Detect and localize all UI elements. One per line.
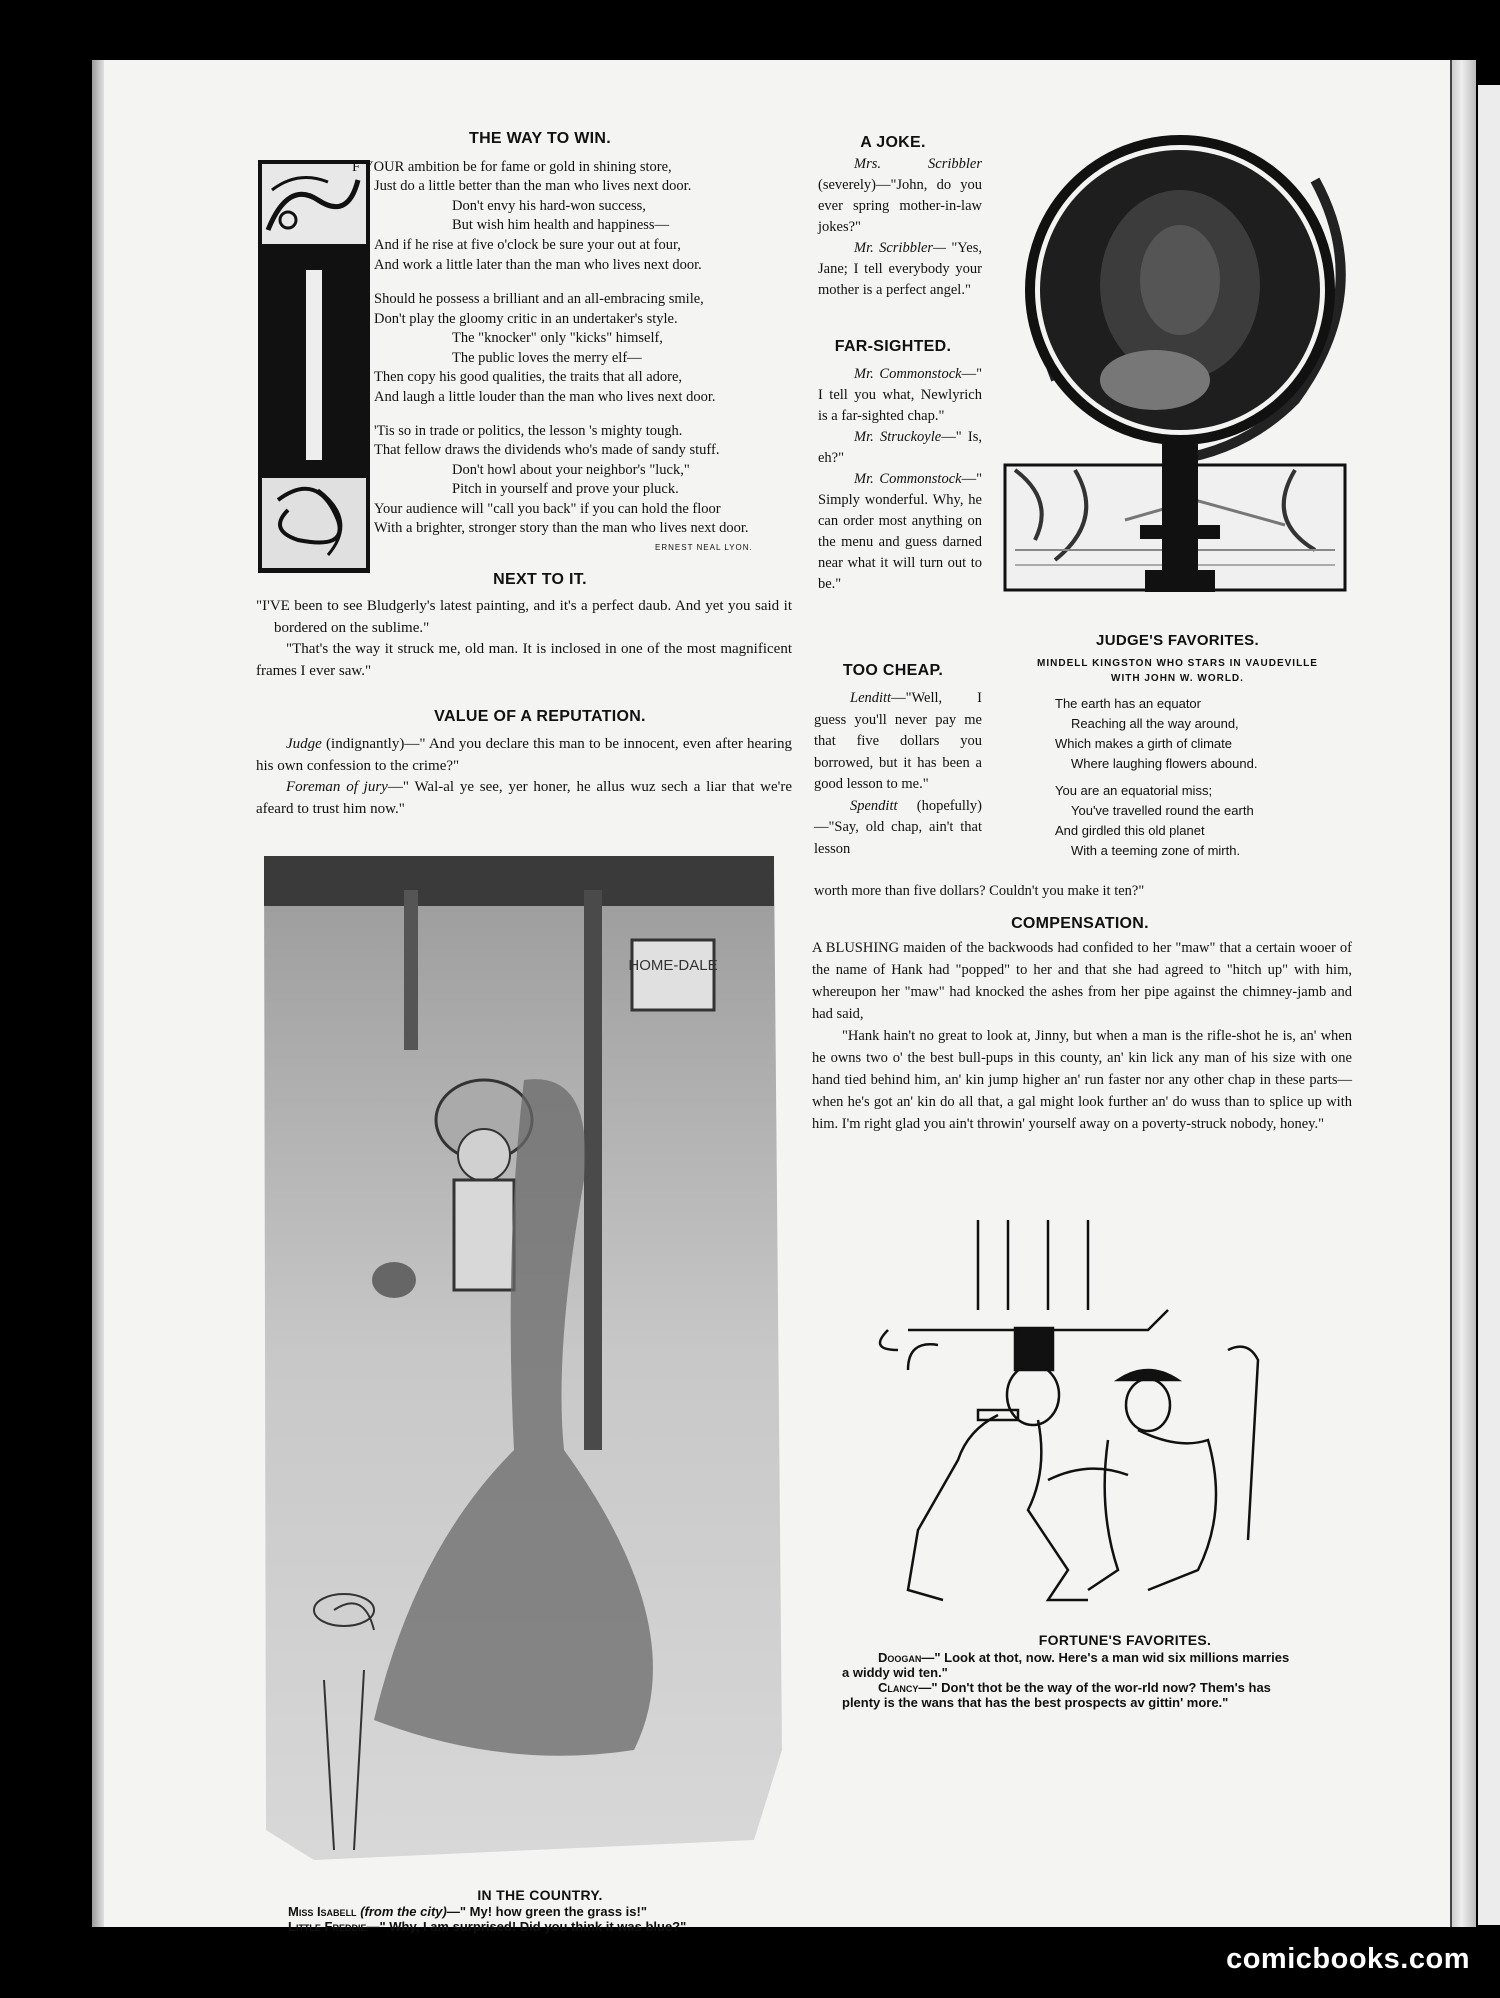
caption-in-the-country [288, 1904, 808, 1934]
speaker: Mr. Struckoyle [854, 429, 942, 445]
portrait-subtitle: MINDELL KINGSTON WHO STARS IN VAUDEVILLE [1037, 658, 1318, 669]
dialogue: —" Don't thot be the way of the wor-rld now? Them's has plenty is the wans that has the best prospects av gittin' more." [842, 1680, 1271, 1710]
speaker: Judge [286, 736, 322, 752]
in-the-country-illustration [254, 850, 790, 1880]
too-cheap-continuation: worth more than five dollars? Couldn't you make it ten?" [814, 883, 1145, 899]
speaker: Foreman of jury [286, 779, 388, 795]
sign-text: HOME-DALE [628, 957, 718, 974]
speaker: Mrs. Scribbler [854, 156, 982, 172]
poem-line: And if he rise at five o'clock be sure your out at four, [374, 237, 681, 253]
poem-line: 'Tis so in trade or politics, the lesson 's mighty tough. [374, 423, 683, 439]
caption-title-in-the-country: IN THE COUNTRY. [477, 1887, 603, 1903]
dialogue: —" Simply wonderful. Why, he can order most anything on the menu and guess darned near what it will turn out to be." [818, 471, 982, 592]
paragraph: A BLUSHING maiden of the backwoods had confided to her "maw" that a certain wooer of the name of Hank had "popped" to her and that she had agreed to "hitch up" with him, whereupon her "maw" had knocked the ashes from her pipe against the chimney-jamb and had said, [812, 940, 1352, 1022]
story-compensation [812, 937, 1352, 1135]
speaker: Mr. Commonstock [854, 366, 962, 382]
dialogue: (hopefully)—"Say, old chap, ain't that lesson [814, 797, 982, 857]
poem-line: You are an equatorial miss; [1055, 783, 1213, 798]
dialogue: —" Is, eh?" [818, 429, 983, 466]
poem-line: That fellow draws the dividends who's made of sandy stuff. [374, 442, 720, 458]
dialogue: —" My! how green the grass is!" [446, 1904, 648, 1919]
poem-line: Where laughing flowers abound. [1071, 756, 1258, 771]
poem-line: Reaching all the way around, [1071, 716, 1239, 731]
story-title-too-cheap: TOO CHEAP. [842, 662, 944, 679]
judges-favorites-portrait [995, 120, 1375, 600]
dialogue: —" Look at thot, now. Here's a man wid six millions marries a widdy wid ten." [842, 1650, 1290, 1680]
story-next-to-it [256, 596, 792, 682]
poem-line: The "knocker" only "kicks" himself, [452, 330, 663, 346]
speaker: Doogan [878, 1650, 922, 1665]
poem-line: You've travelled round the earth [1071, 803, 1254, 818]
poem-title-way-to-win: THE WAY TO WIN. [469, 130, 611, 147]
poem-line: With a teeming zone of mirth. [1071, 843, 1241, 858]
poem-line: The public loves the merry elf— [452, 350, 642, 366]
portrait-subtitle: WITH JOHN W. WORLD. [1111, 673, 1244, 684]
poem-line: And girdled this old planet [1055, 823, 1205, 838]
story-title-far-sighted: FAR-SIGHTED. [834, 338, 952, 355]
poem-line: Don't play the gloomy critic in an undertaker's style. [374, 311, 678, 327]
decorative-initial-i [258, 160, 370, 573]
story-too-cheap [814, 688, 982, 860]
story-title-compensation: COMPENSATION. [1011, 915, 1149, 932]
story-title-a-joke: A JOKE. [860, 134, 926, 151]
poem-line: F YOUR ambition be for fame or gold in shining store, [352, 159, 672, 175]
speaker: Spenditt [850, 797, 898, 814]
poem-line: Which makes a girth of climate [1055, 736, 1233, 751]
story-title-next-to-it: NEXT TO IT. [493, 571, 587, 588]
poem-author: ERNEST NEAL LYON. [655, 543, 753, 552]
dialogue: —" Wal-al ye see, yer honer, he allus wuz sech a liar that we're afeard to trust him now." [256, 779, 793, 817]
dialogue: —" I tell you what, Newlyrich is a far-sighted chap." [818, 366, 982, 424]
page-left-edge [92, 60, 104, 1927]
poem-line: And work a little later than the man who lives next door. [374, 257, 702, 273]
fortunes-favorites-cartoon [848, 1210, 1298, 1620]
poem-line: Your audience will "call you back" if you can hold the floor [374, 501, 721, 517]
story-a-joke [818, 154, 982, 301]
caption-title-fortunes-favorites: FORTUNE'S FAVORITES. [1038, 1632, 1212, 1648]
poem-line: Should he possess a brilliant and an all-embracing smile, [374, 291, 704, 307]
speaker: Mr. Scribbler— [854, 240, 946, 256]
poem-line: And laugh a little louder than the man who lives next door. [374, 389, 716, 405]
story-title-value-of-reputation: VALUE OF A REPUTATION. [434, 708, 646, 725]
story-value-of-reputation [256, 734, 792, 820]
portrait-title: JUDGE'S FAVORITES. [1096, 632, 1259, 649]
paragraph: "I'VE been to see Bludgerly's latest painting, and it's a perfect daub. And yet you said it bordered on the sublime." [256, 598, 792, 636]
poem-line: Don't envy his hard-won success, [452, 198, 646, 214]
speaker: Little Freddie [288, 1919, 367, 1934]
dialogue: (severely)—"John, do you ever spring mother-in-law jokes?" [818, 177, 982, 235]
paragraph: "That's the way it struck me, old man. It is inclosed in one of the most magnificent frames I ever saw." [256, 641, 792, 679]
poem-line: The earth has an equator [1055, 696, 1201, 711]
speaker: Lenditt [850, 690, 892, 706]
dialogue: —"Well, I guess you'll never pay me that five dollars you borrowed, but it has been a good lesson to me." [814, 690, 982, 792]
poem-line: With a brighter, stronger story than the man who lives next door. [374, 520, 749, 536]
dialogue: "Yes, Jane; I tell everybody your mother is a perfect angel." [818, 240, 982, 298]
poem-line: Just do a little better than the man who lives next door. [374, 178, 692, 194]
dialogue: —" Why, I am surprised! Did you think it was blue?" [366, 1919, 687, 1934]
adjacent-page-strip [1478, 85, 1500, 1925]
dialogue: (indignantly)—" And you declare this man to be innocent, even after hearing his own confession to the crime?" [256, 736, 792, 774]
caption-fortunes-favorites [842, 1650, 1292, 1710]
poem-line: But wish him health and happiness— [452, 217, 670, 233]
paragraph: "Hank hain't no great to look at, Jinny, but when a man is the rifle-shot he is, an' when he owns two o' the best bull-pups in this county, an' kin lick any man of his size with one hand tied behind him, an' kin jump higher an' run faster nor any other chap in these parts—when he's got an' kin do all that, a gal might look further an' do wuss than to splice up with him. I'm right glad you ain't throwin' yourself away on a poverty-struck nobody, honey." [812, 1028, 1352, 1132]
site-watermark: comicbooks.com [1226, 1943, 1470, 1975]
poem-line: Pitch in yourself and prove your pluck. [452, 481, 679, 497]
speaker: Mr. Commonstock [854, 471, 962, 487]
speaker: Miss Isabell [288, 1904, 357, 1919]
poem-line: Then copy his good qualities, the traits that all adore, [374, 369, 683, 385]
stage-direction: (from the city) [360, 1904, 447, 1919]
page-binding-edge [1450, 60, 1476, 1927]
story-far-sighted [818, 364, 982, 595]
speaker: Clancy [878, 1680, 919, 1695]
poem-line: Don't howl about your neighbor's "luck," [452, 462, 690, 478]
